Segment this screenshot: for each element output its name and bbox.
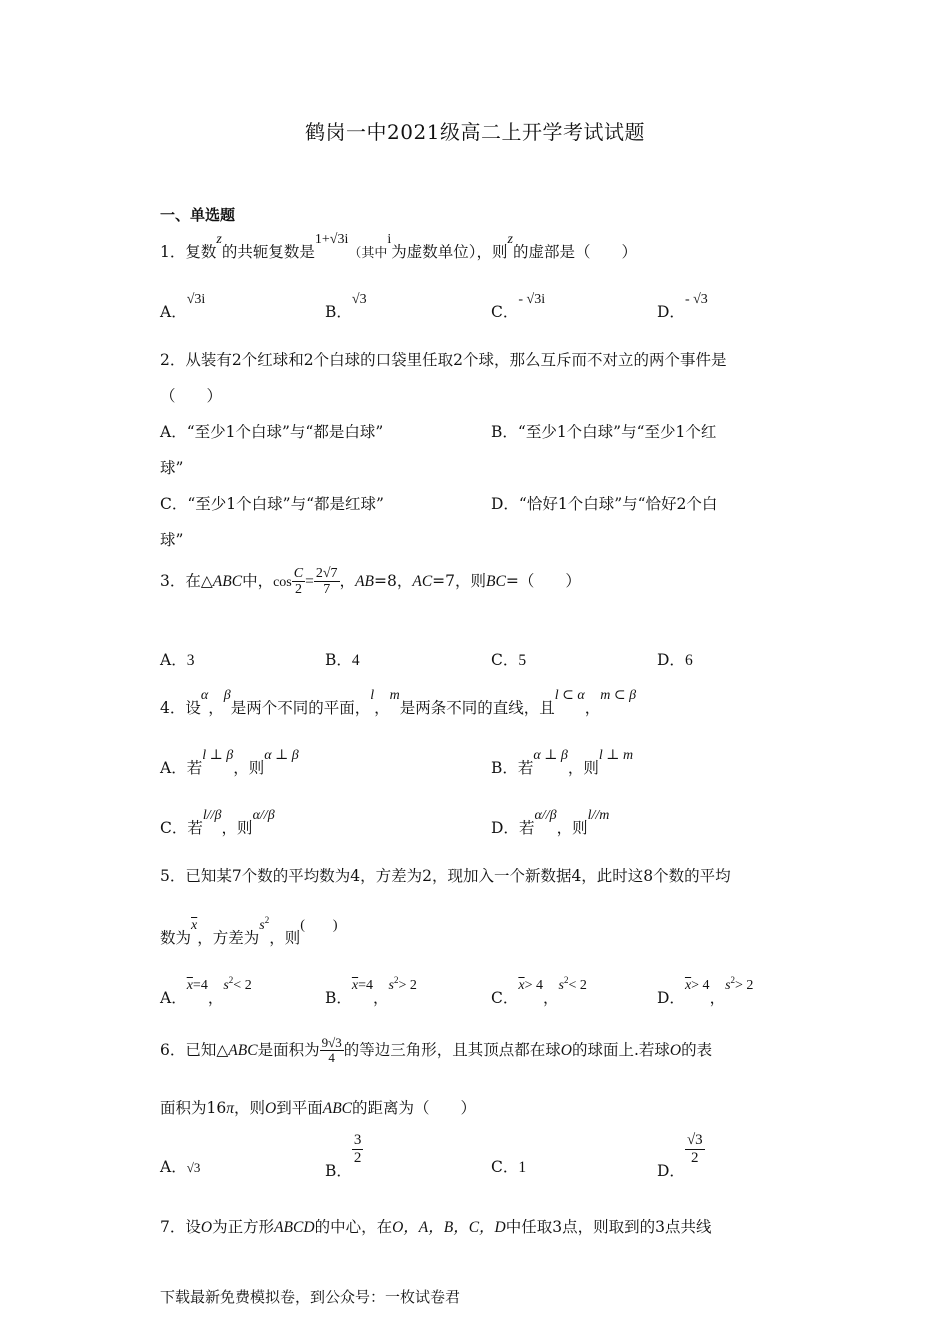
section-heading: 一、单选题 xyxy=(160,206,236,224)
question-5: 5．已知某7个数的平均数为4，方差为2，现加入一个新数据4，此时这8个数的平均 xyxy=(160,867,731,885)
q5-option-d[interactable]: D．$\overline{x}> 4$，$s^2> 2$ xyxy=(657,975,754,1007)
q4-option-a[interactable]: A．若l ⊥ β，则α ⊥ β xyxy=(160,748,299,777)
q4-option-c[interactable]: C．若l//β，则α//β xyxy=(160,808,275,837)
q4-option-d[interactable]: D．若α//β，则l//m xyxy=(491,808,610,837)
q2-option-c[interactable]: C．“至少1个白球”与“都是红球” xyxy=(160,495,384,513)
q3-option-b[interactable]: B．4 xyxy=(325,651,360,669)
q3-option-d[interactable]: D．6 xyxy=(657,651,693,669)
q2-option-a[interactable]: A．“至少1个白球”与“都是白球” xyxy=(160,423,384,441)
page-title: 鹤岗一中2021级高二上开学考试试题 xyxy=(305,120,645,144)
q2-option-b[interactable]: B．“至少1个白球”与“至少1个红 xyxy=(491,423,717,441)
q1-option-d[interactable]: D．- √3 xyxy=(657,292,708,321)
q2-option-d[interactable]: D．“恰好1个白球”与“恰好2个白 xyxy=(491,495,718,513)
q6-option-a[interactable]: A．√3 xyxy=(160,1158,201,1176)
question-3: 3．在△ABC中，cos $\frac{C}{2}$ = $\frac{2√7}{7}$ ，AB=8，AC=7，则BC=（ ） xyxy=(160,566,581,598)
q6-option-d[interactable]: D． $\frac{√3}{2}$ xyxy=(657,1132,703,1180)
q6-option-b[interactable]: B． $\frac{3}{2}$ xyxy=(325,1132,362,1180)
question-6: 6．已知△ABC是面积为 $\frac{9√3}{4}$ 的等边三角形，且其顶点都在球O的球面上.若球O的表 xyxy=(160,1035,713,1066)
question-1: 1．复数z的共轭复数是1+√3i（其中i为虚数单位），则z的虚部是（ ） xyxy=(160,232,637,261)
q2-option-b-cont: 球” xyxy=(160,459,184,477)
q1-option-a[interactable]: A．√3i xyxy=(160,292,206,321)
q1-conjugate-expr: 1+√3i xyxy=(314,232,349,247)
footer-note: 下载最新免费模拟卷，到公众号：一枚试卷君 xyxy=(160,1288,461,1306)
q5-option-c[interactable]: C．$\overline{x}> 4$，$s^2< 2$ xyxy=(491,975,587,1007)
q3-option-c[interactable]: C．5 xyxy=(491,651,527,669)
q3-option-a[interactable]: A．3 xyxy=(160,651,195,669)
q5-option-b[interactable]: B．$\overline{x}=4$，$s^2> 2$ xyxy=(325,975,417,1007)
q4-option-b[interactable]: B．若α ⊥ β，则l ⊥ m xyxy=(491,748,634,777)
question-6-cont: 面积为16π，则O到平面ABC的距离为（ ） xyxy=(160,1099,477,1117)
q2-option-d-cont: 球” xyxy=(160,531,184,549)
question-5-cont: 数为$\overline{x}$，方差为$s^2$，则( ) xyxy=(160,915,338,947)
q1-option-b[interactable]: B．√3 xyxy=(325,292,367,321)
q6-option-c[interactable]: C．1 xyxy=(491,1158,527,1176)
q1-number: 1． xyxy=(160,243,186,261)
question-7: 7．设O为正方形ABCD的中心，在O，A，B，C，D中任取3点，则取到的3点共线 xyxy=(160,1218,712,1236)
q5-option-a[interactable]: A．$\overline{x}=4$，$s^2< 2$ xyxy=(160,975,252,1007)
question-4: 4．设α，β是两个不同的平面，l，m是两条不同的直线，且l ⊂ α，m ⊂ β xyxy=(160,688,637,717)
q1-option-c[interactable]: C．- √3i xyxy=(491,292,546,321)
question-2-paren: （ ） xyxy=(160,387,223,405)
question-2: 2．从装有2个红球和2个白球的口袋里任取2个球，那么互斥而不对立的两个事件是 xyxy=(160,351,727,369)
